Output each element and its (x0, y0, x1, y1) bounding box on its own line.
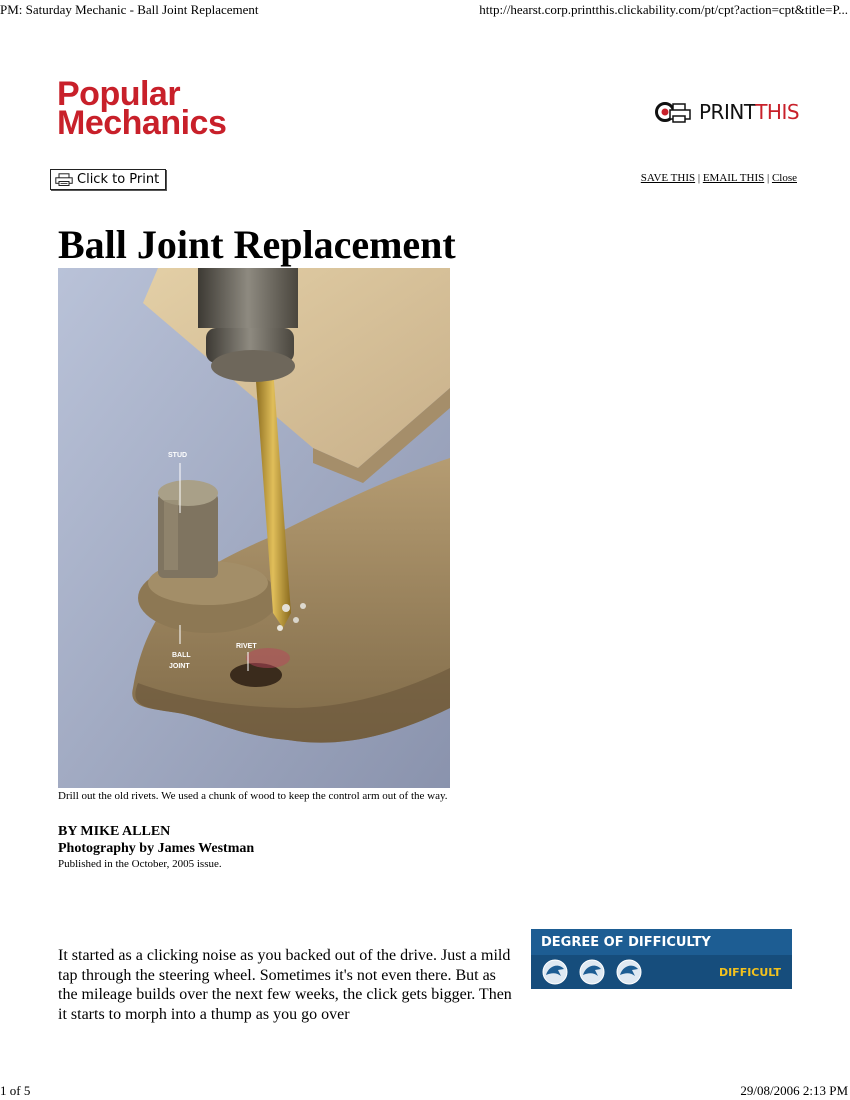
separator: | (766, 172, 770, 184)
print-datetime: 29/08/2006 2:13 PM (740, 1083, 848, 1098)
separator: | (697, 172, 701, 184)
popular-mechanics-logo (57, 75, 272, 142)
article-title: Ball Joint Replacement (58, 222, 456, 267)
author-byline: BY MIKE ALLEN (58, 824, 171, 839)
photo-caption: Drill out the old rivets. We used a chunk of wood to keep the control arm out of the way. (58, 790, 448, 802)
logo-line-2: Mechanics (57, 104, 227, 142)
save-this-link[interactable]: SAVE THIS (640, 172, 696, 184)
difficulty-icon (543, 960, 567, 984)
difficulty-badge (531, 929, 792, 989)
click-to-print-button[interactable] (50, 169, 166, 190)
article-body: It started as a clicking noise as you backed out of the drive. Just a mild tap through the steering wheel. Sometimes it's not even there. But as the mileage builds over the next few weeks, the click gets bigger. Then it starts to morph into a thump as you go over (58, 947, 512, 1023)
close-link[interactable]: Close (771, 172, 797, 184)
header-url: http://hearst.corp.printthis.clickability.com/pt/cpt?action=cpt&title=P... (479, 2, 848, 17)
difficulty-icon (617, 960, 641, 984)
page-number: 1 of 5 (0, 1083, 31, 1098)
printthis-this-text: THIS (755, 100, 800, 124)
difficulty-icon (580, 960, 604, 984)
photo-label-joint: JOINT (169, 663, 190, 670)
article-photo (58, 268, 450, 788)
published-note: Published in the October, 2005 issue. (58, 858, 222, 870)
printthis-print-text: PRINT (699, 100, 756, 124)
difficulty-heading: DEGREE OF DIFFICULTY (541, 935, 711, 950)
printthis-logo (655, 100, 799, 124)
email-this-link[interactable]: EMAIL THIS (702, 172, 765, 184)
printer-icon (55, 173, 73, 186)
click-to-print-label: Click to Print (77, 172, 160, 187)
printer-icon (655, 100, 695, 124)
photo-label-stud: STUD (168, 452, 188, 459)
byline-block (58, 823, 254, 857)
difficulty-level: DIFFICULT (718, 966, 781, 979)
logo-line-1: Popular (57, 75, 181, 113)
action-links (641, 172, 797, 184)
photo-label-rivet: RIVET (236, 643, 257, 650)
photo-label-ball: BALL (172, 652, 191, 659)
photo-credit: Photography by James Westman (58, 841, 255, 856)
header-page-title: PM: Saturday Mechanic - Ball Joint Replacement (0, 2, 259, 17)
